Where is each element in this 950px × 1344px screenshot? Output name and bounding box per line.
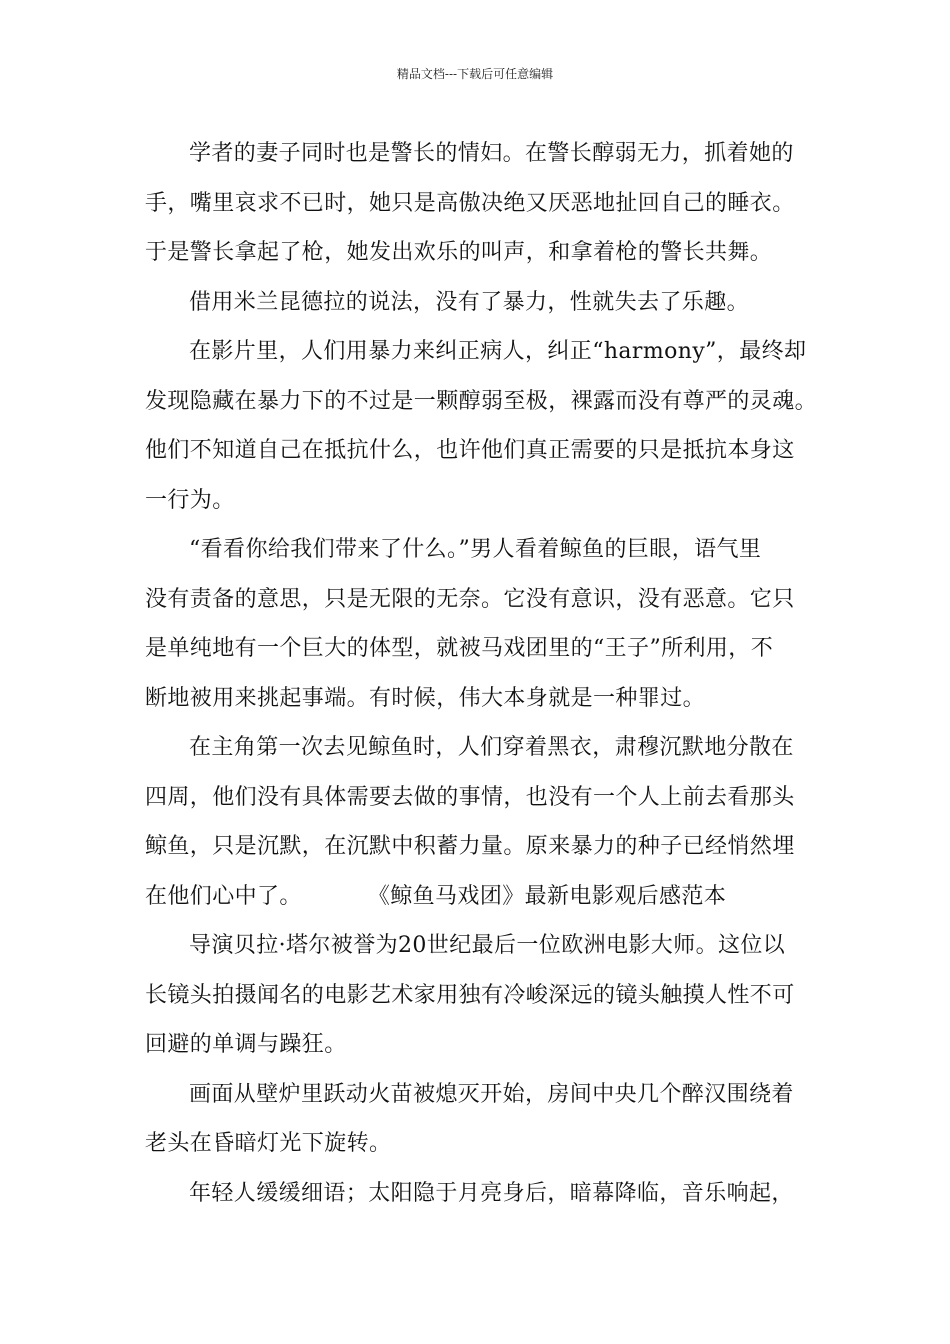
text-line: 是单纯地有一个巨大的体型，就被马戏团里的“王子”所利用，不 xyxy=(145,636,774,661)
text-line: 导演贝拉·塔尔被誉为20世纪最后一位欧洲电影大师。这位以 xyxy=(189,933,786,958)
paragraph-6 xyxy=(145,921,805,1070)
text-line: 画面从壁炉里跃动火苗被熄灭开始，房间中央几个醉汉围绕着 xyxy=(189,1081,794,1107)
text-line: 老头在昏暗灯光下旋转。 xyxy=(145,1131,392,1156)
paragraph-2 xyxy=(145,278,805,328)
text-line: 他们不知道自己在抵抗什么，也许他们真正需要的只是抵抗本身这 xyxy=(145,438,795,463)
text-line: 长镜头拍摄闻名的电影艺术家用独有冷峻深远的镜头触摸人性不可 xyxy=(145,982,795,1008)
inline-title: 《鲸鱼马戏团》最新电影观后感范本 xyxy=(367,883,727,909)
text-line: 借用米兰昆德拉的说法，没有了暴力，性就失去了乐趣。 xyxy=(189,289,750,315)
text-line: 四周，他们没有具体需要去做的事情，也没有一个人上前去看那头 xyxy=(145,784,795,810)
paragraph-5 xyxy=(145,723,805,921)
text-line: 年轻人缓缓细语；太阳隐于月亮身后，暗幕降临，音乐响起， xyxy=(189,1180,794,1206)
page-header: 精品文档---下载后可任意编辑 xyxy=(396,67,554,81)
text-line: 在主角第一次去见鲸鱼时，人们穿着黑衣，肃穆沉默地分散在 xyxy=(189,735,794,760)
text-fragment: 在他们心中了。 xyxy=(145,883,302,909)
text-line: 一行为。 xyxy=(145,487,235,513)
document-body xyxy=(145,129,818,1218)
paragraph-4 xyxy=(145,525,805,723)
paragraph-1 xyxy=(145,129,805,278)
paragraph-7 xyxy=(145,1070,805,1169)
text-line: 鲸鱼，只是沉默，在沉默中积蓄力量。原来暴力的种子已经悄然埋 xyxy=(145,834,795,859)
text-line: 回避的单调与躁狂。 xyxy=(145,1032,347,1057)
text-line: 学者的妻子同时也是警长的情妇。在警长醇弱无力，抓着她的 xyxy=(189,141,794,166)
text-line: 手，嘴里哀求不已时，她只是高傲决绝又厌恶地扯回自己的睡衣。 xyxy=(145,190,795,216)
text-line: 在影片里，人们用暴力来纠正病人，纠正“harmony”，最终却 xyxy=(189,339,807,364)
text-line: 于是警长拿起了枪，她发出欢乐的叫声，和拿着枪的警长共舞。 xyxy=(145,240,773,265)
text-line: 发现隐藏在暴力下的不过是一颗醇弱至极，裸露而没有尊严的灵魂。 xyxy=(145,388,818,414)
text-line: “看看你给我们带来了什么。”男人看着鲸鱼的巨眼，语气里 xyxy=(189,537,762,562)
paragraph-8 xyxy=(145,1169,805,1219)
text-line: 断地被用来挑起事端。有时候，伟大本身就是一种罪过。 xyxy=(145,685,706,711)
text-line xyxy=(145,872,805,922)
paragraph-3 xyxy=(145,327,818,525)
text-line: 没有责备的意思，只是无限的无奈。它没有意识，没有恶意。它只 xyxy=(145,586,795,612)
